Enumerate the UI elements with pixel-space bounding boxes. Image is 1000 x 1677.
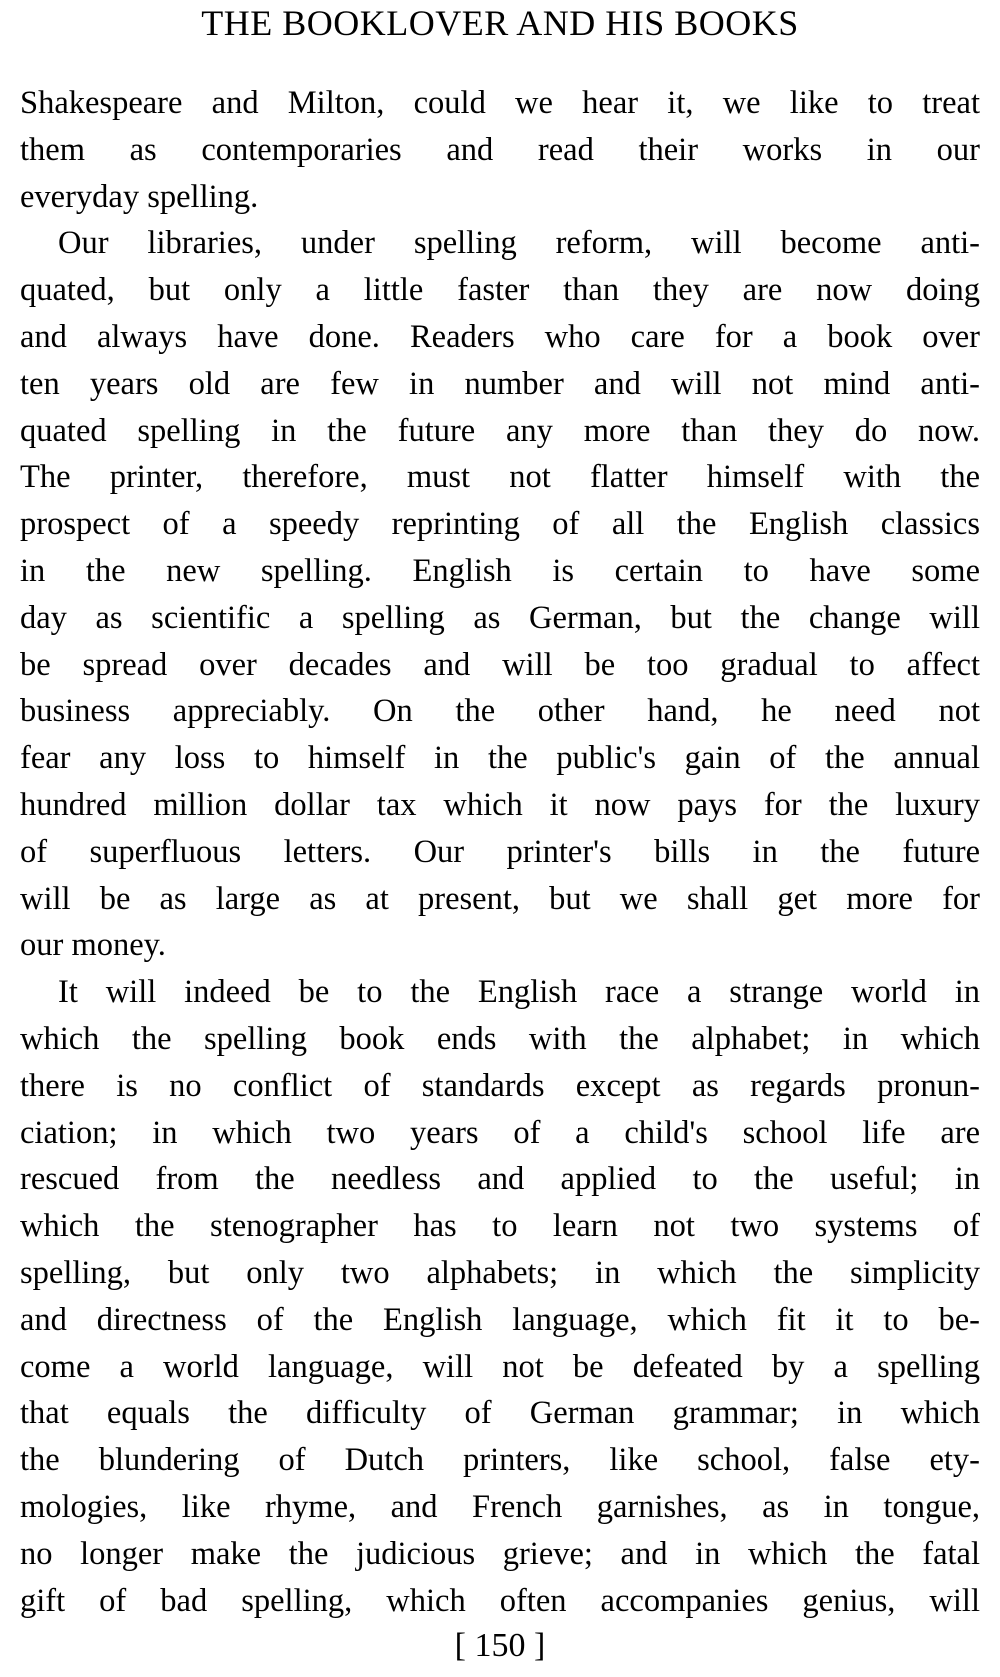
text-line: It will indeed be to the English race a strange world in (58, 974, 980, 1011)
text-line: in the new spelling. English is certain to have some (20, 552, 980, 589)
text-line: which the spelling book ends with the alphabet; in which (20, 1020, 980, 1057)
text-line: quated, but only a little faster than they are now doing (20, 272, 980, 309)
body-text (20, 80, 980, 1624)
text-line: rescued from the needless and applied to the useful; in (20, 1161, 980, 1198)
text-line: and always have done. Readers who care for a book over (20, 318, 980, 355)
text-line: there is no conflict of standards except as regards pronun- (20, 1067, 980, 1104)
text-line: ciation; in which two years of a child's school life are (20, 1114, 980, 1151)
text-line: our money. (20, 927, 166, 964)
paragraph (20, 220, 980, 969)
text-line: be spread over decades and will be too gradual to affect (20, 646, 980, 683)
text-line: of superfluous letters. Our printer's bills in the future (20, 833, 980, 870)
text-line: day as scientific a spelling as German, but the change will (20, 599, 980, 636)
text-line: prospect of a speedy reprinting of all the English classics (20, 506, 980, 543)
text-line: fear any loss to himself in the public's gain of the annual (20, 740, 980, 777)
text-line: everyday spelling. (20, 178, 259, 215)
text-line: no longer make the judicious grieve; and in which the fatal (20, 1535, 980, 1572)
paragraph (20, 969, 980, 1624)
paragraph (20, 80, 980, 220)
text-line: and directness of the English language, which fit it to be- (20, 1301, 980, 1338)
text-line: that equals the difficulty of German grammar; in which (20, 1395, 980, 1432)
text-line: spelling, but only two alphabets; in which the simplicity (20, 1254, 980, 1291)
text-line: will be as large as at present, but we shall get more for (20, 880, 980, 917)
text-line: them as contemporaries and read their works in our (20, 131, 980, 168)
text-line: the blundering of Dutch printers, like school, false ety- (20, 1442, 980, 1479)
text-line: come a world language, will not be defeated by a spelling (20, 1348, 980, 1385)
running-head: THE BOOKLOVER AND HIS BOOKS (201, 3, 799, 43)
text-line: gift of bad spelling, which often accompanies genius, will (20, 1582, 980, 1619)
text-line: business appreciably. On the other hand, he need not (20, 693, 980, 730)
page-number: [ 150 ] (454, 1627, 546, 1664)
text-line: The printer, therefore, must not flatter himself with the (20, 459, 980, 496)
text-line: mologies, like rhyme, and French garnishes, as in tongue, (20, 1488, 980, 1525)
text-line: which the stenographer has to learn not two systems of (20, 1208, 980, 1245)
text-line: hundred million dollar tax which it now pays for the luxury (20, 786, 980, 823)
text-line: Shakespeare and Milton, could we hear it, we like to treat (20, 85, 980, 121)
text-line: Our libraries, under spelling reform, will become anti- (58, 225, 980, 262)
text-line: ten years old are few in number and will not mind anti- (20, 365, 980, 402)
text-line: quated spelling in the future any more than they do now. (20, 412, 980, 449)
